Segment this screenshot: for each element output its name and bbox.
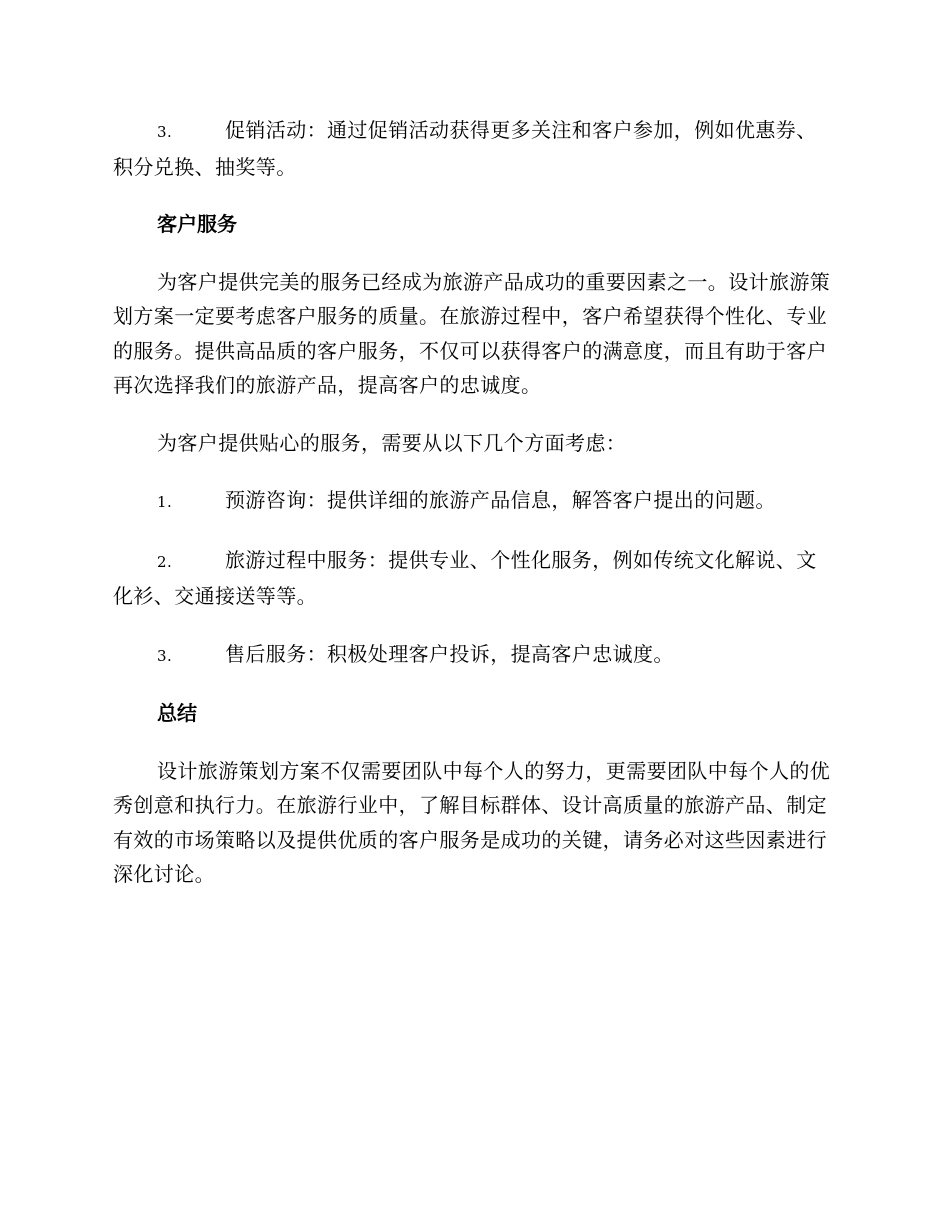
document-body [113,113,833,915]
list-item-in-trip-service [113,543,833,614]
paragraph-customer-service-lead: 为客户提供贴心的服务，需要从以下几个方面考虑： [157,430,627,455]
list-item-text: 预游咨询：提供详细的旅游产品信息，解答客户提出的问题。 [225,488,776,512]
list-number: 3. [157,646,173,665]
section-heading-summary: 总结 [157,701,197,725]
list-item-text: 售后服务：积极处理客户投诉，提高客户忠诚度。 [225,641,674,666]
list-number: 1. [157,493,173,511]
section-heading-customer-service: 客户服务 [157,212,237,236]
list-item-pre-trip-consulting [113,483,833,520]
list-number: 3. [157,123,173,141]
paragraph-summary: 设计旅游策划方案不仅需要团队中每个人的努力，更需要团队中每个人的优秀创意和执行力。在旅游行业中，了解目标群体、设计高质量的旅游产品、制定有效的市场策略以及提供优质的客户服务是成功的关键，请务必对这些因素进行深化讨论。 [113,758,831,886]
list-number: 2. [157,552,173,571]
list-item-promotion [113,113,833,184]
list-item-after-sales [113,637,833,674]
list-item-text: 促销活动：通过促销活动获得更多关注和客户参加，例如优惠券、积分兑换、抽奖等。 [113,118,817,179]
paragraph-customer-service-intro: 为客户提供完美的服务已经成为旅游产品成功的重要因素之一。设计旅游策划方案一定要考虑客户服务的质量。在旅游过程中，客户希望获得个性化、专业的服务。提供高品质的客户服务，不仅可以获得客户的满意度，而且有助于客户再次选择我们的旅游产品，提高客户的忠诚度。 [113,269,831,397]
list-item-text: 旅游过程中服务：提供专业、个性化服务，例如传统文化解说、文化衫、交通接送等等。 [113,547,817,608]
